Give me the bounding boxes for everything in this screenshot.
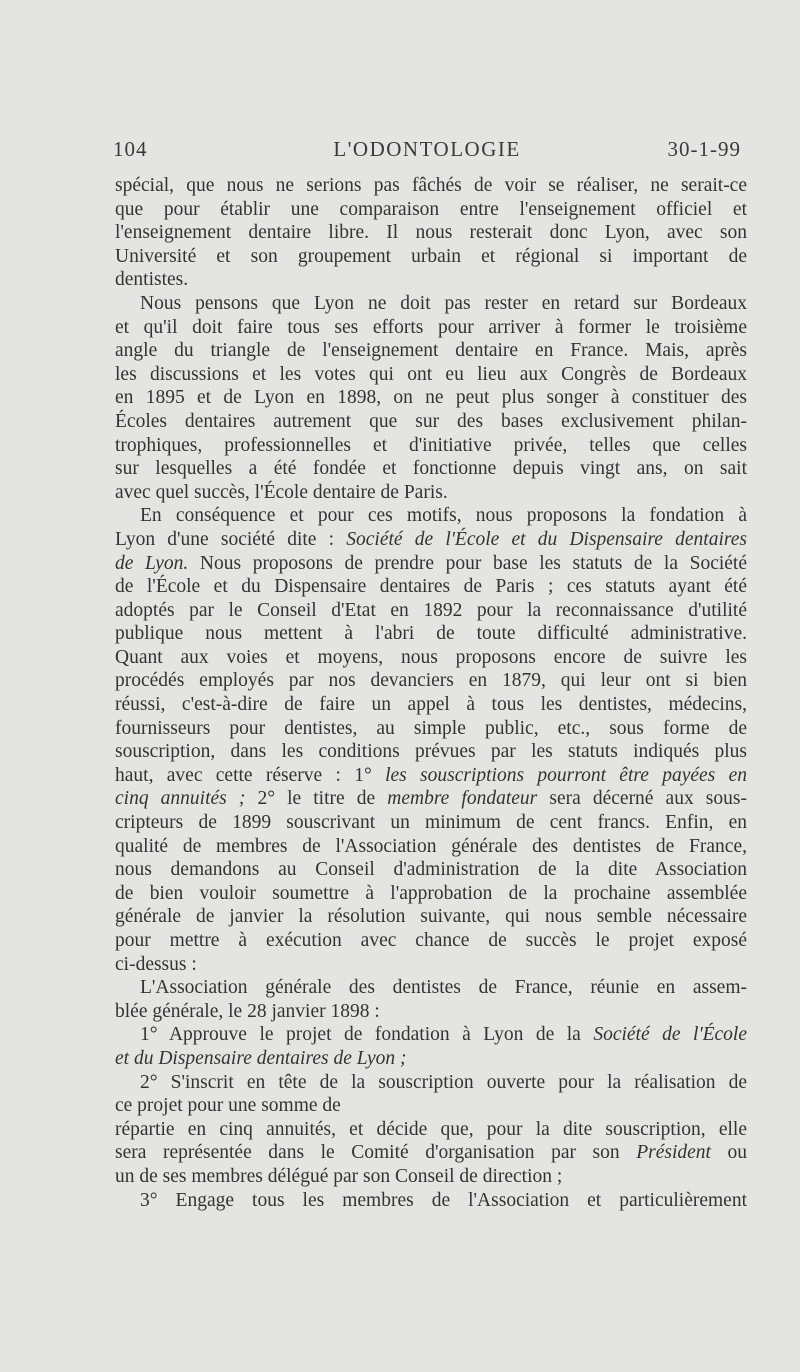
text-line: angle du triangle de l'enseignement dentaire en France. Mais, après: [115, 340, 747, 362]
text-line: sur lesquelles a été fondée et fonctionne depuis vingt ans, on sait: [115, 458, 747, 480]
text-line: avec quel succès, l'École dentaire de Paris.: [115, 481, 448, 503]
text-line: trophiques, professionnelles et d'initiative privée, telles que celles: [115, 434, 747, 456]
text-line: Écoles dentaires autrement que sur des bases exclusivement philan-: [115, 410, 747, 432]
text-line: ce projet pour une somme de: [115, 1095, 341, 1117]
text-run: 1° Approuve le projet de fondation à Lyon de la: [140, 1024, 594, 1046]
text-line: générale de janvier la résolution suivante, qui nous semble nécessaire: [115, 906, 747, 928]
text-line: souscription, dans les conditions prévues par les statuts indiqués plus: [115, 741, 747, 763]
text-line: les discussions et les votes qui ont eu lieu aux Congrès de Bordeaux: [115, 363, 747, 385]
text-line: réussi, c'est-à-dire de faire un appel à tous les dentistes, médecins,: [115, 694, 747, 716]
text-line: [115, 1141, 747, 1165]
text-line: de l'École et du Dispensaire dentaires de Paris ; ces statuts ayant été: [115, 576, 747, 598]
italic-run: Société de l'École et du Dispensaire dentaires: [346, 528, 747, 550]
text-line: [115, 1023, 747, 1047]
text-line: en 1895 et de Lyon en 1898, on ne peut plus songer à constituer des: [115, 387, 747, 409]
page-number: 104: [113, 137, 148, 161]
italic-run: membre fondateur: [387, 788, 538, 810]
text-line: un de ses membres délégué par son Conseil de direction ;: [115, 1165, 563, 1187]
text-line: que pour établir une comparaison entre l'enseignement officiel et: [115, 198, 747, 220]
text-run: ou: [710, 1142, 748, 1164]
text-line: l'enseignement dentaire libre. Il nous resterait donc Lyon, avec son: [115, 222, 747, 244]
text-run: Lyon d'une société dite :: [115, 528, 347, 550]
text-line: [115, 552, 747, 576]
text-line: publique nous mettent à l'abri de toute difficulté administrative.: [115, 623, 747, 645]
text-line: pour mettre à exécution avec chance de succès le projet exposé: [115, 930, 747, 951]
body-text: [115, 174, 747, 1212]
text-line: nous demandons au Conseil d'administration de la dite Association: [115, 859, 747, 881]
text-line: En conséquence et pour ces motifs, nous proposons la fondation à: [140, 505, 747, 527]
text-run: Nous proposons de prendre pour base les statuts de la Société: [188, 552, 748, 574]
text-run: sera décerné aux sous-: [537, 788, 747, 810]
text-line: et qu'il doit faire tous ses efforts pour arriver à former le troisième: [115, 316, 747, 338]
running-header: [113, 134, 741, 164]
text-line: cripteurs de 1899 souscrivant un minimum de cent francs. Enfin, en: [115, 812, 747, 834]
italic-run: de Lyon.: [115, 552, 189, 574]
text-line: [115, 1047, 747, 1071]
text-line: Quant aux voies et moyens, nous proposons encore de suivre les: [115, 646, 747, 668]
text-line: ci-dessus :: [115, 953, 197, 975]
text-line: 3° Engage tous les membres de l'Association et particulièrement: [140, 1189, 747, 1211]
issue-date: 30-1-99: [667, 137, 741, 161]
italic-run: Société de l'École: [593, 1024, 748, 1046]
text-line: L'Association générale des dentistes de France, réunie en assem-: [140, 977, 747, 999]
text-run: 2° le titre de: [245, 788, 388, 810]
text-line: qualité de membres de l'Association générale des dentistes de France,: [115, 835, 747, 857]
text-line: Nous pensons que Lyon ne doit pas rester en retard sur Bordeaux: [140, 292, 747, 314]
text-line: [115, 787, 747, 811]
italic-run: Président: [636, 1142, 711, 1164]
text-line: blée générale, le 28 janvier 1898 :: [115, 1000, 380, 1022]
text-line: procédés employés par nos devanciers en 1879, qui leur ont si bien: [115, 670, 747, 692]
text-line: adoptés par le Conseil d'Etat en 1892 pour la reconnaissance d'utilité: [115, 599, 747, 621]
journal-title: L'ODONTOLOGIE: [333, 137, 521, 161]
text-line: répartie en cinq annuités, et décide que, pour la dite souscription, elle: [115, 1118, 747, 1140]
text-line: Université et son groupement urbain et régional si important de: [115, 245, 747, 267]
text-line: [115, 764, 747, 788]
text-run: sera représentée dans le Comité d'organisation par son: [115, 1142, 637, 1164]
italic-run: les souscriptions pourront être payées en: [385, 764, 747, 786]
text-line: [115, 528, 747, 552]
italic-run: cinq annuités ;: [115, 788, 246, 810]
text-line: 2° S'inscrit en tête de la souscription ouverte pour la réalisation de: [140, 1071, 747, 1093]
text-line: dentistes.: [115, 269, 189, 291]
text-line: de bien vouloir soumettre à l'approbation de la prochaine assemblée: [115, 882, 747, 904]
italic-run: et du Dispensaire dentaires de Lyon ;: [115, 1047, 407, 1069]
text-run: haut, avec cette réserve : 1°: [115, 764, 386, 786]
text-line: fournisseurs pour dentistes, au simple public, etc., sous forme de: [115, 717, 747, 739]
text-line: spécial, que nous ne serions pas fâchés de voir se réaliser, ne serait-ce: [115, 175, 747, 196]
